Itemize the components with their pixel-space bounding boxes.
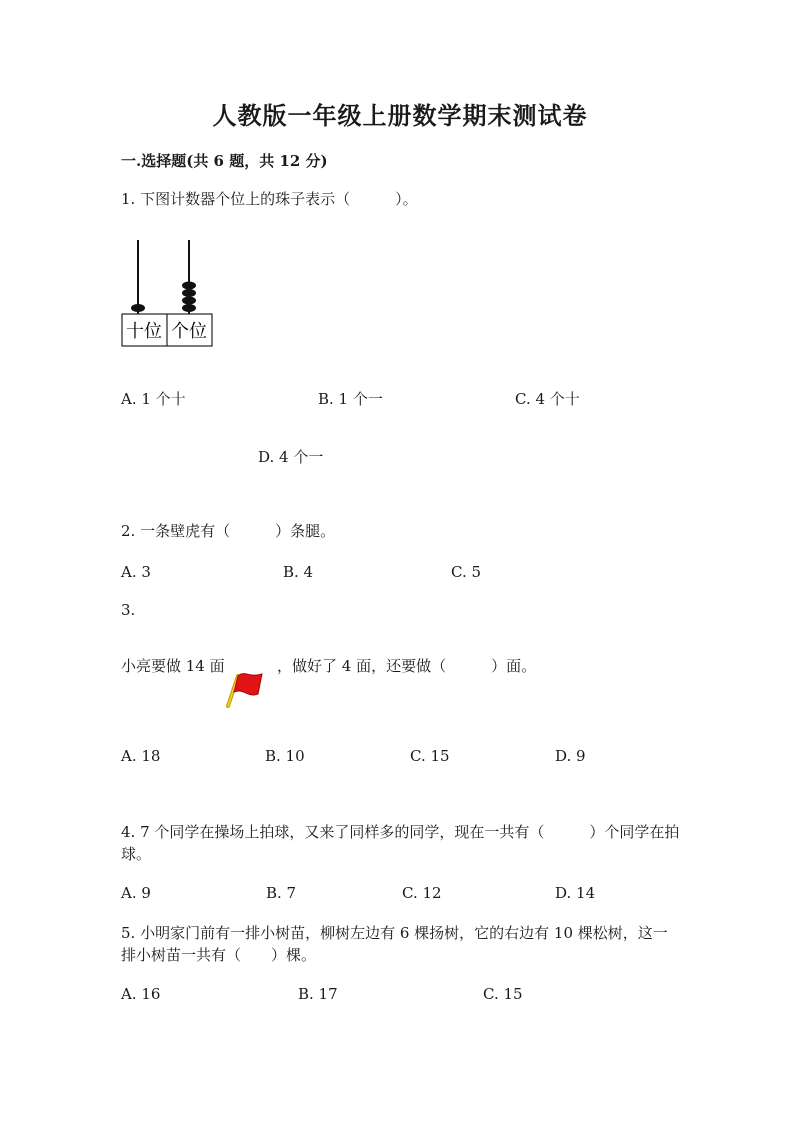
q1-option-d[interactable]: D. 4 个一 xyxy=(258,448,324,466)
page-title: 人教版一年级上册数学期末测试卷 xyxy=(212,101,588,130)
q1-option-c[interactable]: C. 4 个十 xyxy=(515,390,580,408)
question-1-stem: 1. 下图计数器个位上的珠子表示（ ）。 xyxy=(121,190,418,208)
q5-option-b[interactable]: B. 17 xyxy=(298,985,338,1003)
section-heading: 一.选择题(共 6 题，共 12 分) xyxy=(121,152,328,170)
question-3-text-after: ，做好了 4 面，还要做（ ）面。 xyxy=(277,657,537,675)
abacus-figure xyxy=(121,240,213,348)
q2-option-c[interactable]: C. 5 xyxy=(451,563,482,581)
q5-option-a[interactable]: A. 16 xyxy=(121,985,161,1003)
q2-option-a[interactable]: A. 3 xyxy=(121,563,151,581)
ones-bead xyxy=(182,289,196,297)
ones-bead xyxy=(182,304,196,312)
q3-option-b[interactable]: B. 10 xyxy=(265,747,305,765)
ones-bead xyxy=(182,282,196,290)
q4-option-c[interactable]: C. 12 xyxy=(402,884,442,902)
ones-label: 个位 xyxy=(171,321,207,342)
q5-option-c[interactable]: C. 15 xyxy=(483,985,523,1003)
red-flag-icon xyxy=(222,668,266,708)
q4-option-a[interactable]: A. 9 xyxy=(121,884,151,902)
ones-beads xyxy=(182,282,196,313)
q3-option-a[interactable]: A. 18 xyxy=(121,747,161,765)
tens-label: 十位 xyxy=(126,321,162,342)
question-2-stem: 2. 一条壁虎有（ ）条腿。 xyxy=(121,522,336,540)
q4-option-b[interactable]: B. 7 xyxy=(266,884,297,902)
q1-option-b[interactable]: B. 1 个一 xyxy=(318,390,383,408)
ones-bead xyxy=(182,297,196,305)
q3-option-d[interactable]: D. 9 xyxy=(555,747,586,765)
q2-option-b[interactable]: B. 4 xyxy=(283,563,314,581)
q3-option-c[interactable]: C. 15 xyxy=(410,747,450,765)
question-4-stem: 4. 7 个同学在操场上拍球，又来了同样多的同学，现在一共有（ ）个同学在拍球。 xyxy=(121,823,680,863)
question-3-text-before: 小亮要做 14 面 xyxy=(121,657,225,675)
q4-option-d[interactable]: D. 14 xyxy=(555,884,596,902)
tens-beads xyxy=(131,304,145,312)
question-5-stem: 5. 小明家门前有一排小树苗，柳树左边有 6 棵扬树，它的右边有 10 棵松树，这一排小树苗一共有（ ）棵。 xyxy=(121,924,668,964)
tens-bead xyxy=(131,304,145,312)
question-3-number: 3. xyxy=(121,601,136,619)
q1-option-a[interactable]: A. 1 个十 xyxy=(121,390,186,408)
